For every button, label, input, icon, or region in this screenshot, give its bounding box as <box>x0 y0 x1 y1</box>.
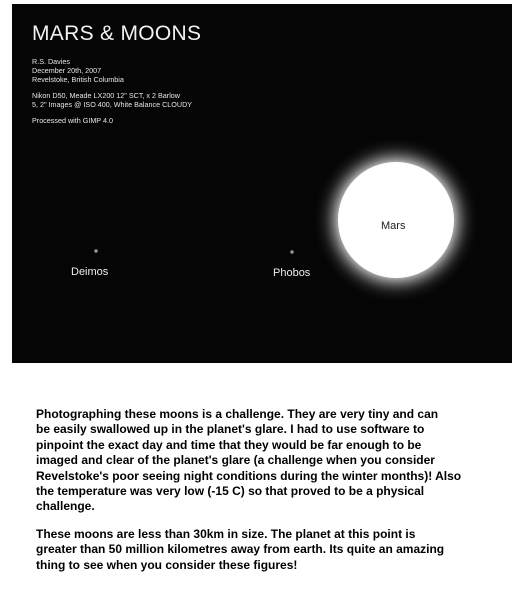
photo-credits <box>32 57 192 132</box>
mars-moons-photo <box>12 4 512 363</box>
deimos-label: Deimos <box>71 266 109 278</box>
phobos-moon <box>290 250 295 255</box>
credits-line: 5, 2" Images @ ISO 400, White Balance CLOUDY <box>32 100 193 109</box>
credits-line: December 20th, 2007 <box>32 66 102 75</box>
paragraph-challenge <box>36 407 514 515</box>
credits-author-block <box>32 57 192 84</box>
text-line: pinpoint the exact day and time that they would be far enough to be <box>36 437 422 452</box>
text-line: Photographing these moons is a challenge. They are very tiny and can <box>36 407 439 421</box>
description-text <box>36 407 514 573</box>
deimos-moon <box>94 249 99 254</box>
credits-line: Processed with GIMP 4.0 <box>32 116 113 125</box>
text-line: challenge. <box>36 499 95 514</box>
paragraph-size <box>36 527 514 573</box>
text-line: Revelstoke's poor seeing night conditions during the winter months)! Also <box>36 468 462 483</box>
text-line: greater than 50 million kilometres away from earth. Its quite an amazing <box>36 542 445 557</box>
credits-equipment-block <box>32 91 192 109</box>
text-line: be easily swallowed up in the planet's glare. I had to use software to <box>36 422 425 437</box>
text-line: the temperature was very low (-15 C) so that proved to be a physical <box>36 484 425 499</box>
text-line: These moons are less than 30km in size. The planet at this point is <box>36 526 416 541</box>
credits-line: Revelstoke, British Columbia <box>32 75 124 84</box>
mars-label: Mars <box>381 220 406 232</box>
text-line: imaged and clear of the planet's glare (a challenge when you consider <box>36 453 435 468</box>
phobos-label: Phobos <box>273 267 311 279</box>
text-line: thing to see when you consider these figures! <box>36 557 298 572</box>
credits-line: Nikon D50, Meade LX200 12" SCT, x 2 Barlow <box>32 91 180 100</box>
credits-processing-block <box>32 116 192 125</box>
photo-title: MARS & MOONS <box>32 22 202 45</box>
credits-line: R.S. Davies <box>32 57 70 66</box>
